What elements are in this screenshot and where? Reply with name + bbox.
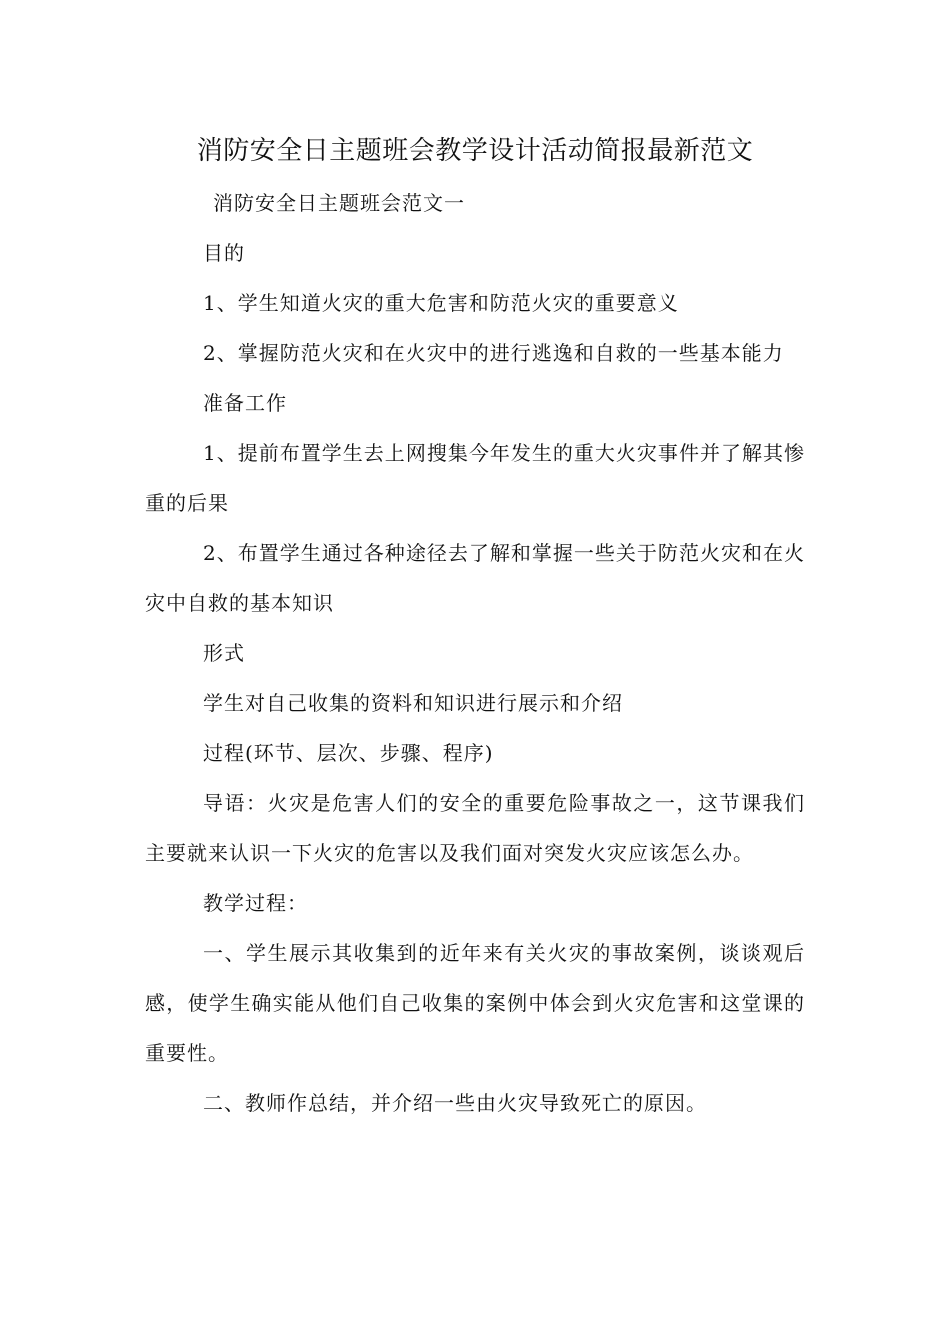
document-body bbox=[145, 178, 805, 1128]
heading-teaching-process: 教学过程： bbox=[203, 891, 308, 915]
paragraph: 学生对自己收集的资料和知识进行展示和介绍 bbox=[203, 691, 623, 715]
paragraph: 1、学生知道火灾的重大危害和防范火灾的重要意义 bbox=[203, 291, 679, 315]
section-subtitle: 消防安全日主题班会范文一 bbox=[213, 191, 465, 215]
heading-form: 形式 bbox=[203, 641, 245, 665]
paragraph: 2、掌握防范火灾和在火灾中的进行逃逸和自救的一些基本能力 bbox=[203, 341, 784, 365]
paragraph: 1、提前布置学生去上网搜集今年发生的重大火灾事件并了解其惨重的后果 bbox=[145, 441, 805, 515]
paragraph: 二、教师作总结，并介绍一些由火灾导致死亡的原因。 bbox=[203, 1091, 707, 1115]
heading-purpose: 目的 bbox=[203, 241, 245, 265]
document-title: 消防安全日主题班会教学设计活动简报最新范文 bbox=[196, 136, 754, 166]
paragraph: 一、学生展示其收集到的近年来有关火灾的事故案例，谈谈观后感，使学生确实能从他们自己收集的案例中体会到火灾危害和这堂课的重要性。 bbox=[145, 941, 805, 1065]
heading-preparation: 准备工作 bbox=[203, 391, 287, 415]
paragraph: 2、布置学生通过各种途径去了解和掌握一些关于防范火灾和在火灾中自救的基本知识 bbox=[145, 541, 805, 615]
paragraph: 导语：火灾是危害人们的安全的重要危险事故之一，这节课我们主要就来认识一下火灾的危害以及我们面对突发火灾应该怎么办。 bbox=[145, 791, 805, 865]
heading-process: 过程(环节、层次、步骤、程序) bbox=[203, 741, 494, 765]
